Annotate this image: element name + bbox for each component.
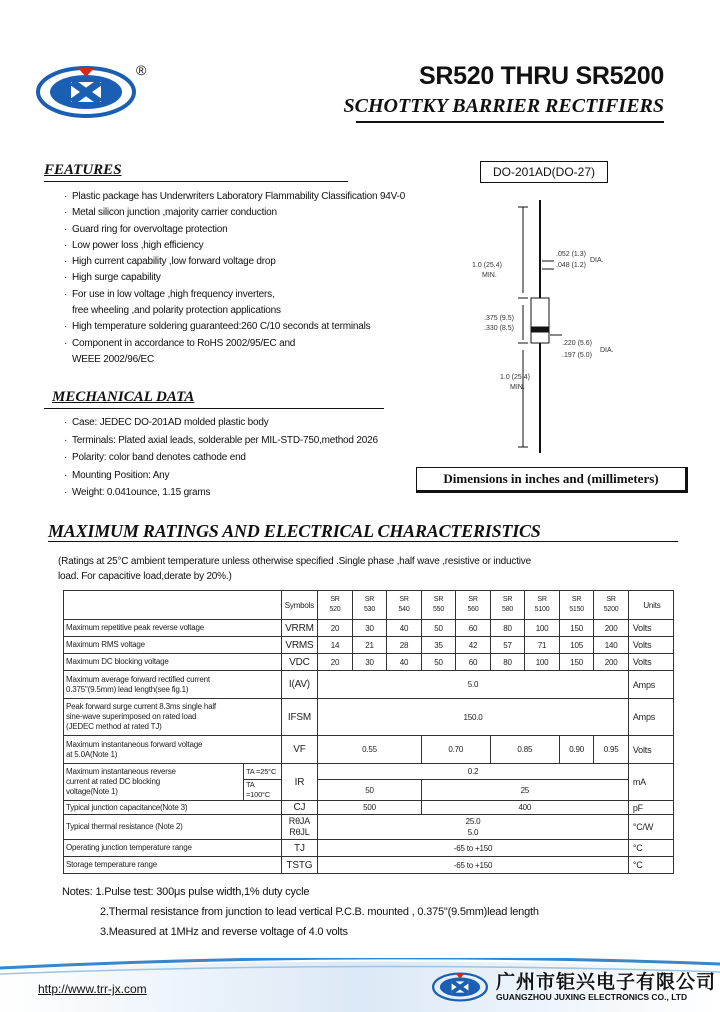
table-row: Maximum instantaneous forward voltage at 5.0A(Note 1) VF 0.55 0.70 0.85 0.90 0.95 Volts — [64, 736, 674, 764]
list-item: · High surge capability — [64, 272, 161, 284]
dim-body-dia-a: .220 (5.6) — [562, 340, 592, 347]
ratings-title: MAXIMUM RATINGS AND ELECTRICAL CHARACTERISTICS — [48, 521, 541, 541]
list-item: · High temperature soldering guaranteed:260 C/10 seconds at terminals — [64, 321, 371, 333]
features-divider — [44, 181, 348, 182]
list-item: free wheeling ,and polarity protection applications — [72, 305, 281, 317]
package-label: DO-201AD(DO-27) — [480, 161, 608, 183]
juxing-logo — [36, 66, 136, 118]
dim-lead-length-top: 1.0 (25.4) — [472, 262, 502, 269]
list-item: · Weight: 0.041ounce, 1.15 grams — [64, 487, 211, 498]
table-row: Maximum average forward rectified current 0.375"(9.5mm) lead length(see fig.1) I(AV) 5.0 Amps — [64, 671, 674, 699]
list-item: · Metal silicon junction ,majority carrier conduction — [64, 207, 277, 219]
dim-min-top: MIN. — [482, 272, 497, 279]
mechanical-divider — [44, 408, 384, 409]
table-row: Operating junction temperature range TJ -65 to +150 °C — [64, 840, 674, 857]
table-row: Maximum DC blocking voltage VDC 20 30 40 50 60 80 100 150 200 Volts — [64, 654, 674, 671]
list-item: · Polarity: color band denotes cathode end — [64, 452, 246, 463]
table-row: Symbols SR 520 SR 530 SR 540 SR 550 SR 560 SR 580 SR 5100 SR 5150 SR 5200 Units — [64, 591, 674, 620]
list-item: · For use in low voltage ,high frequency inverters, — [64, 288, 275, 300]
package-outline-drawing — [470, 195, 630, 460]
website-link[interactable]: http://www.trr-jx.com — [38, 982, 147, 996]
dimensions-caption: Dimensions in inches and (millimeters) — [416, 467, 688, 493]
dim-lead-dia-a: .052 (1.3) — [556, 251, 586, 258]
table-row: Typical junction capacitance(Note 3) CJ 500 400 pF — [64, 801, 674, 815]
company-name-cn: 广州市钜兴电子有限公司 — [496, 972, 717, 993]
table-row: Typical thermal resistance (Note 2) RθJA RθJL 25.0 5.0 °C/W — [64, 815, 674, 840]
dim-lead-length-bot: 1.0 (25.4) — [500, 374, 530, 381]
features-list — [62, 189, 405, 368]
list-item: · Terminals: Plated axial leads, solderable per MIL-STD-750,method 2026 — [64, 434, 378, 446]
table-row: Maximum repetitive peak reverse voltage VRRM 20 30 40 50 60 80 100 150 200 Volts — [64, 620, 674, 637]
note-3: 3.Measured at 1MHz and reverse voltage of 4.0 volts — [100, 926, 348, 938]
page-title: SR520 THRU SR5200 — [418, 62, 664, 90]
list-item: · Component in accordance to RoHS 2002/95/EC and — [64, 337, 296, 349]
dim-min-bot: MIN. — [510, 384, 525, 391]
note-2: 2.Thermal resistance from junction to lead vertical P.C.B. mounted , 0.375"(9.5mm)lead length — [100, 906, 539, 918]
list-item: · Guard ring for overvoltage protection — [64, 223, 228, 235]
table-row: Maximum RMS voltage VRMS 14 21 28 35 42 57 71 105 140 Volts — [64, 637, 674, 654]
list-item: · Plastic package has Underwriters Laboratory Flammability Classification 94V-0 — [64, 191, 406, 202]
list-item: · Mounting Position: Any — [64, 469, 170, 481]
footer-logo — [432, 968, 488, 1006]
list-item: · High current capability ,low forward voltage drop — [64, 256, 276, 268]
mechanical-title: MECHANICAL DATA — [52, 389, 195, 405]
ratings-note: (Ratings at 25°C ambient temperature unless otherwise specified .Single phase ,half wave ,resistive or inductive load. For capacitive load,derate by 20%.) — [58, 556, 531, 582]
dim-dia-a: DIA. — [590, 257, 604, 264]
dim-dia-b: DIA. — [600, 347, 614, 354]
dim-body-len-b: .330 (8.5) — [484, 325, 514, 332]
table-row: Storage temperature range TSTG -65 to +150 °C — [64, 857, 674, 874]
page-subtitle: SCHOTTKY BARRIER RECTIFIERS — [343, 95, 664, 117]
registered-mark: ® — [136, 62, 147, 78]
list-item: · Low power loss ,high efficiency — [64, 239, 204, 251]
table-row: Peak forward surge current 8.3ms single half sine-wave superimposed on rated load (JEDEC method at rated TJ) IFSM 150.0 Amps — [64, 699, 674, 736]
company-name-en: GUANGZHOU JUXING ELECTRONICS CO., LTD — [496, 992, 688, 1002]
ratings-table — [63, 590, 674, 874]
mechanical-list — [62, 414, 378, 502]
table-row: TA =100°C 50 25 — [64, 780, 674, 801]
dim-lead-dia-b: .048 (1.2) — [556, 262, 586, 269]
note-1: Notes: 1.Pulse test: 300μs pulse width,1% duty cycle — [62, 886, 310, 898]
features-title: FEATURES — [44, 162, 122, 178]
title-divider — [356, 121, 664, 123]
ratings-divider — [48, 541, 678, 542]
dim-body-len-a: .375 (9.5) — [484, 315, 514, 322]
table-row: Maximum instantaneous reverse current at rated DC blocking voltage(Note 1) TA =25°C IR 0.2 mA — [64, 764, 674, 780]
notes — [62, 882, 539, 942]
list-item: · Case: JEDEC DO-201AD molded plastic body — [64, 417, 269, 428]
list-item: WEEE 2002/96/EC — [72, 353, 155, 365]
dim-body-dia-b: .197 (5.0) — [562, 352, 592, 359]
